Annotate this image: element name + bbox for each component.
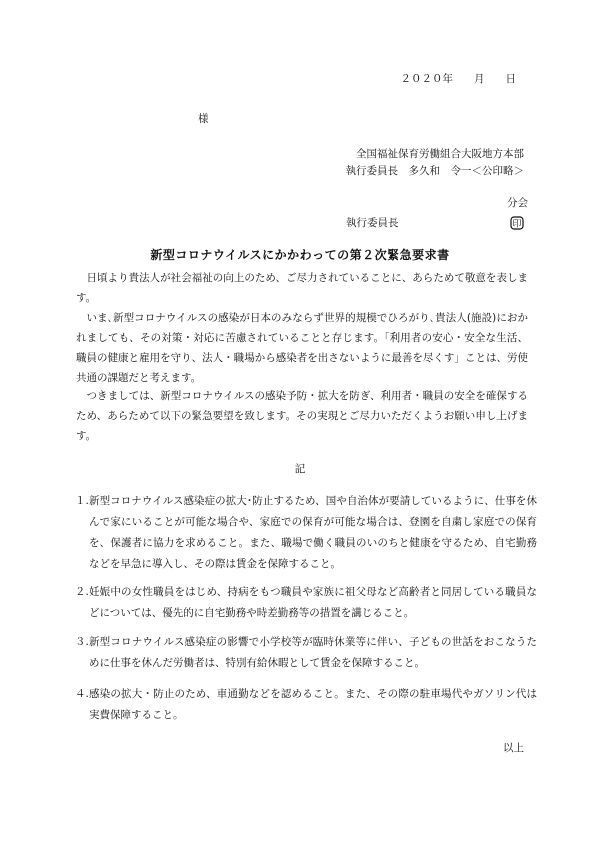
document-date: ２０２０年 月 日 [400,73,516,85]
seal-text: 印 [512,219,522,230]
document-title: 新型コロナウイルスにかかわっての第２次緊急要求書 [150,248,450,262]
request-item-2 [75,582,537,624]
intro-paragraph-1: 日頃より貴法人が社会福祉の向上のため、ご尽力されていることに、あらためて敬意を表します。 [76,272,528,304]
item-text: 新型コロナウイルス感染症の拡大･防止するため、国や自治体が要請しているように、仕事を休んで家にいることが可能な場合や、家庭での保育が可能な場合は、登園を自粛し家庭での保育を、保護者に協力を求めること。また、職場で働く職員のいのちと健康を守るため、自宅勤務などを早急に導入し、その際は賃金を保障すること。 [89,495,537,570]
recipient-suffix: 様 [198,113,209,125]
closing-ijo: 以上 [503,742,524,754]
item-number: ４. [75,688,89,700]
item-number: ２. [75,586,89,598]
branch-label: 分会 [507,197,528,209]
sender-organization: 全国福祉保育労働組合大阪地方本部 [356,148,524,160]
seal-stamp [510,216,524,230]
ki-marker: 記 [294,463,306,475]
request-item-1 [75,491,537,575]
request-item-3 [75,632,537,674]
branch-chair-label: 執行委員長 [346,217,399,229]
request-item-4 [75,684,537,726]
item-number: １. [75,495,89,507]
intro-paragraph-3: つきましては、新型コロナウイルスの感染予防・拡大を防ぎ、利用者・職員の安全を確保するため、あらためて以下の緊急要望を致します。その実現とご尽力いただくようお願い申し上げます。 [76,390,528,442]
item-text: 感染の拡大・防止のため、車通勤などを認めること。また、その際の駐車場代やガソリン代は実費保障すること。 [89,688,537,721]
item-text: 妊娠中の女性職員をはじめ、持病をもつ職員や家族に祖父母など高齢者と同居している職員などについては、優先的に自宅勤務や時差勤務等の措置を講じること。 [89,586,537,619]
item-number: ３. [75,636,89,648]
item-text: 新型コロナウイルス感染症の影響で小学校等が臨時休業等に伴い、子どもの世話をおこなうために仕事を休んだ労働者は、特別有給休暇として賃金を保障すること。 [89,636,537,669]
sender-person: 執行委員長 多久和 令一＜公印略＞ [345,165,524,177]
intro-paragraph-2: いま､新型コロナウイルスの感染が日本のみならず世界的規模でひろがり､貴法人(施設)におかれましても、その対策・対応に苦慮されていることと存じます。｢利用者の安心・安全な生活、職員の健康と雇用を守り、法人・職場から感染者を出さないように最善を尽くす」ことは、労使共通の課題だと考えます。 [76,312,528,384]
